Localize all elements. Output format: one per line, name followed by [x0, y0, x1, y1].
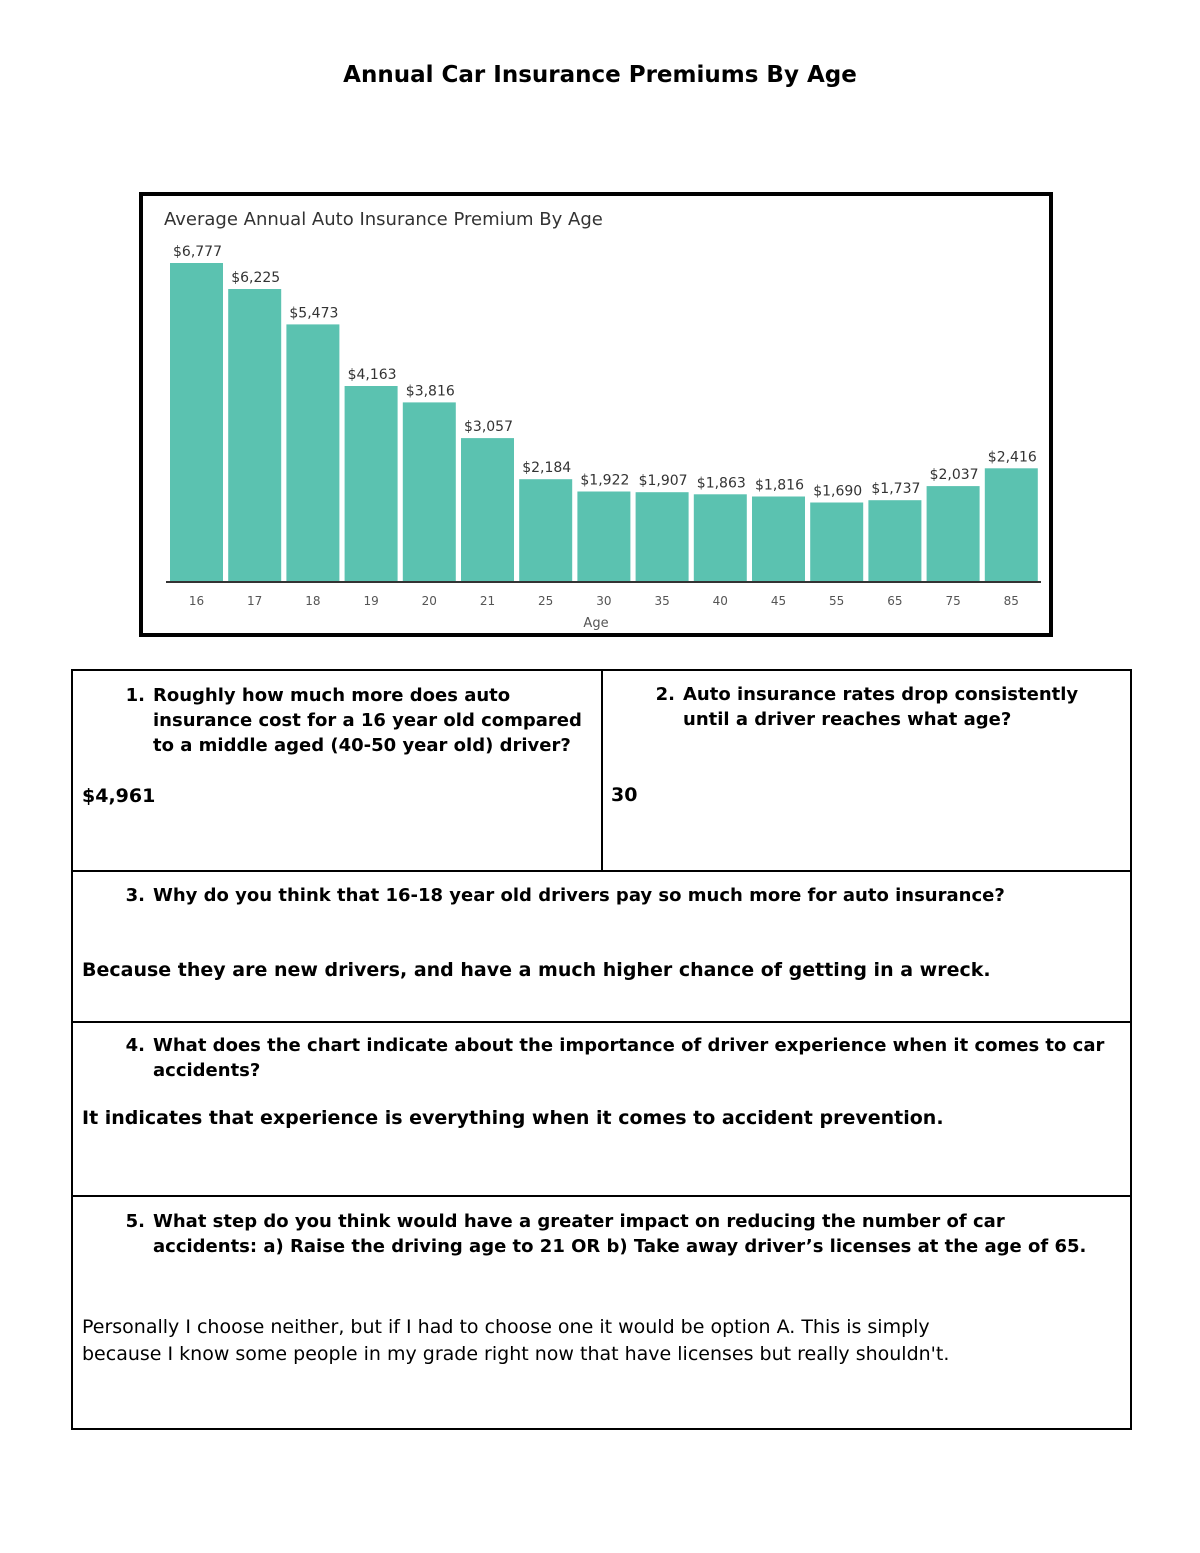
tick-label: 21 — [479, 594, 496, 608]
value-label: $1,816 — [755, 477, 804, 494]
value-label: $4,163 — [347, 367, 397, 383]
question-2 — [655, 682, 1079, 732]
tick-label: 16 — [188, 594, 205, 608]
question-number: 3. — [125, 885, 145, 906]
bar-25 — [519, 479, 572, 582]
answer-2: 30 — [611, 784, 638, 806]
value-label: $1,690 — [813, 483, 863, 500]
chart-title: Average Annual Auto Insurance Premium By Age — [164, 209, 603, 230]
bar-65 — [868, 500, 921, 582]
question-4 — [125, 1033, 1105, 1083]
tick-label: 65 — [887, 594, 903, 608]
bar-20 — [403, 402, 456, 582]
bar-21 — [461, 438, 514, 582]
tick-label: 40 — [712, 594, 728, 608]
question-number: 5. — [125, 1211, 145, 1232]
question-line: What step do you think would have a greater impact on reducing the number of car — [153, 1211, 1005, 1232]
value-label: $3,816 — [405, 383, 455, 400]
tick-label: 35 — [654, 594, 670, 608]
question-5 — [125, 1209, 1087, 1259]
question-cell-1 — [73, 671, 601, 870]
question-cell-4 — [73, 1023, 1130, 1195]
question-line: Roughly how much more does auto — [153, 685, 511, 706]
tick-label: 19 — [363, 594, 379, 608]
bar-chart — [143, 196, 1049, 633]
value-label: $2,416 — [987, 449, 1037, 466]
bar-17 — [228, 289, 281, 582]
answer-4: It indicates that experience is everything when it comes to accident prevention. — [82, 1107, 944, 1129]
value-label: $1,863 — [696, 475, 746, 492]
answer-line: Personally I choose neither, but if I had to choose one it would be option A. This is simply — [82, 1316, 930, 1338]
tick-label: 25 — [538, 594, 554, 608]
value-label: $5,473 — [289, 305, 339, 322]
x-axis-label: Age — [583, 616, 609, 631]
bar-45 — [752, 497, 805, 583]
answer-1: $4,961 — [82, 785, 156, 807]
value-label: $6,225 — [231, 270, 281, 286]
question-1 — [125, 683, 582, 758]
question-cell-3 — [73, 872, 1130, 1021]
question-number: 4. — [125, 1035, 145, 1056]
question-line: until a driver reaches what age? — [683, 709, 1012, 730]
bar-55 — [810, 503, 863, 583]
answer-line: because I know some people in my grade right now that have licenses but really shouldn't. — [82, 1343, 950, 1365]
tick-label: 45 — [770, 594, 787, 608]
bar-85 — [985, 468, 1038, 582]
tick-label: 85 — [1003, 594, 1019, 608]
tick-label: 17 — [247, 594, 263, 608]
bar-16 — [170, 263, 223, 582]
tick-labels-group — [189, 594, 1019, 608]
bar-40 — [694, 494, 747, 582]
question-cell-5 — [73, 1197, 1130, 1428]
question-line: accidents? — [153, 1060, 261, 1081]
bar-19 — [345, 386, 398, 582]
question-number: 1. — [125, 685, 145, 706]
tick-label: 75 — [945, 594, 961, 608]
question-line: Why do you think that 16-18 year old drivers pay so much more for auto insurance? — [153, 885, 1005, 906]
tick-label: 30 — [596, 594, 612, 608]
question-line: What does the chart indicate about the importance of driver experience when it comes to car — [153, 1035, 1105, 1056]
answer-5 — [82, 1314, 949, 1368]
question-number: 2. — [655, 684, 675, 705]
value-label: $1,922 — [580, 472, 630, 489]
value-label: $1,907 — [638, 473, 688, 490]
value-label: $1,737 — [871, 481, 921, 498]
tick-label: 18 — [305, 594, 321, 608]
bar-75 — [927, 486, 980, 582]
question-cell-2 — [603, 671, 1130, 870]
bar-18 — [286, 324, 339, 582]
question-line: insurance cost for a 16 year old compared — [153, 710, 582, 731]
value-label: $2,037 — [929, 467, 979, 484]
value-label: $6,777 — [173, 244, 222, 260]
value-label: $3,057 — [464, 419, 513, 436]
answer-3: Because they are new drivers, and have a much higher chance of getting in a wreck. — [82, 959, 991, 981]
chart-frame — [139, 192, 1053, 637]
tick-label: 20 — [421, 594, 437, 608]
page-title: Annual Car Insurance Premiums By Age — [343, 62, 857, 88]
questions-table — [71, 669, 1132, 1430]
tick-label: 55 — [829, 594, 845, 608]
question-3 — [125, 883, 1005, 908]
question-line: to a middle aged (40-50 year old) driver? — [153, 735, 571, 756]
bar-30 — [577, 492, 630, 583]
bar-35 — [636, 492, 689, 582]
value-label: $2,184 — [522, 460, 572, 477]
question-line: accidents: a) Raise the driving age to 21 OR b) Take away driver’s licenses at the age of 65. — [153, 1236, 1087, 1257]
question-line: Auto insurance rates drop consistently — [683, 684, 1079, 705]
